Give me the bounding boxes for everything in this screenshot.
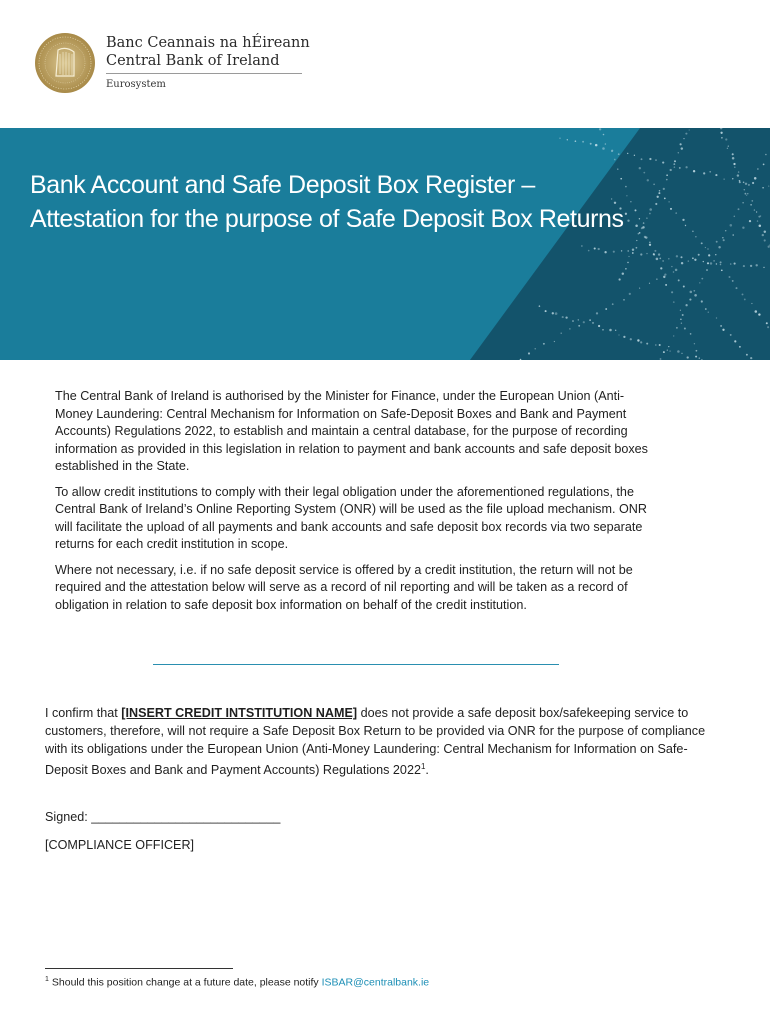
banner-dot	[745, 193, 747, 195]
banner-dot	[618, 153, 620, 155]
banner-dot	[567, 139, 568, 140]
banner-dot	[646, 343, 648, 345]
banner-dot	[756, 264, 758, 266]
banner-dot	[675, 212, 677, 214]
banner-dot	[630, 201, 631, 202]
banner-dot	[766, 322, 768, 324]
banner-dot	[659, 258, 661, 260]
banner-dot	[595, 144, 598, 147]
banner-dot	[723, 239, 725, 241]
banner-dot	[673, 163, 675, 165]
logo-irish-name: Banc Ceannais na hÉireann	[106, 35, 310, 51]
banner-dot	[725, 230, 726, 231]
banner-dot	[699, 282, 700, 283]
banner-dot	[674, 160, 676, 162]
banner-dot	[589, 319, 591, 321]
banner-dot	[720, 132, 722, 134]
banner-dot	[682, 219, 684, 221]
banner-dot	[732, 178, 733, 179]
banner-dot	[722, 237, 723, 238]
banner-dot	[685, 304, 687, 306]
banner-dot	[675, 269, 678, 272]
intro-paragraph-1: The Central Bank of Ireland is authorised by the Minister for Finance, under the European Union (Anti-Money Laundering: Central Mechanism for Information on Safe-Deposit Boxes and Bank and Payment Accounts) Regulations 2022, to establish and maintain a central database, for the purpose of recording information as provided in this legislation in relation to payment and bank accounts and safe deposit boxes established in the State.	[55, 389, 648, 473]
banner-dot	[701, 278, 703, 280]
banner-dot	[681, 323, 682, 324]
banner-dot	[678, 279, 680, 281]
banner-dot	[603, 134, 605, 136]
banner-dot	[680, 318, 682, 320]
banner-dot	[720, 261, 722, 263]
banner-dot	[543, 343, 545, 345]
banner-dot	[768, 185, 769, 186]
banner-dot	[725, 138, 727, 140]
banner-dot	[613, 251, 615, 253]
banner-dot	[747, 193, 748, 194]
footnote-divider	[45, 968, 233, 969]
banner-dot	[739, 346, 741, 348]
banner-dot	[720, 264, 722, 266]
banner-dot	[629, 293, 631, 295]
banner-dot	[552, 312, 554, 314]
banner-dot	[655, 344, 657, 346]
banner-dot	[742, 293, 744, 295]
banner-dot	[708, 311, 709, 312]
banner-dot	[659, 344, 661, 346]
banner-dot	[614, 159, 616, 161]
banner-dot	[643, 222, 645, 224]
banner-dot	[680, 143, 682, 145]
banner-dot	[764, 231, 766, 233]
banner-dot	[730, 263, 732, 265]
footnote-text: Should this position change at a future date, please notify	[51, 976, 322, 989]
banner-dot	[592, 322, 594, 324]
banner-dot	[599, 128, 601, 130]
banner-dot	[627, 250, 628, 251]
banner-dot	[715, 254, 716, 255]
banner-dot	[656, 278, 657, 279]
banner-dot	[673, 301, 675, 303]
banner-dot	[750, 265, 752, 267]
banner-dot	[694, 294, 697, 297]
banner-dot	[640, 341, 642, 343]
banner-dot	[598, 248, 600, 250]
logo-divider	[106, 73, 302, 74]
banner-dot	[685, 133, 687, 135]
banner-dot	[598, 325, 600, 327]
banner-dot	[649, 158, 651, 160]
banner-dot	[683, 285, 685, 287]
banner-dot	[641, 227, 643, 229]
banner-dot	[715, 174, 717, 176]
banner-dot	[744, 298, 746, 300]
attestation-body: does not provide a safe deposit box/safekeeping service to customers, therefore, will not require a Safe Deposit Box Return to be provided via ONR for the purpose of compliance with its obligations under the European Union (Anti-Money Laundering: Central Mechanism for Information on Safe-Deposit Boxes and Bank and Payment Accounts) Regulations 2022	[45, 706, 706, 778]
banner-dot	[727, 148, 728, 149]
banner-dot	[660, 267, 662, 269]
banner-dot	[609, 329, 612, 332]
banner-dot	[757, 168, 758, 169]
banner-dot	[668, 201, 669, 202]
central-bank-logo	[34, 32, 310, 102]
banner-dot	[734, 216, 736, 218]
banner-dot	[742, 202, 743, 203]
banner-dot	[663, 276, 665, 278]
banner-dot	[594, 247, 596, 249]
footnote	[45, 976, 429, 989]
banner-dot	[703, 172, 705, 174]
banner-dot	[746, 354, 748, 356]
banner-dot	[732, 280, 734, 282]
banner-dot	[742, 227, 744, 229]
banner-dot	[676, 255, 678, 257]
banner-dot	[743, 265, 745, 267]
banner-dot	[666, 179, 668, 181]
intro-paragraph-3: Where not necessary, i.e. if no safe deposit service is offered by a credit institution, the return will not be required and the attestation below will serve as a record of nil reporting and will be taken as a record of obligation in relation to safe deposit box information on behalf of the credit institution.	[55, 562, 633, 612]
banner-dot	[671, 266, 672, 267]
banner-dot	[657, 196, 659, 198]
banner-dot	[758, 216, 760, 218]
banner-dot	[751, 303, 752, 304]
banner-dot	[738, 171, 739, 172]
banner-dot	[623, 299, 624, 300]
banner-dot	[707, 248, 708, 249]
compliance-officer-label: [COMPLIANCE OFFICER]	[45, 838, 195, 852]
banner-dot	[668, 258, 670, 260]
banner-dot	[628, 256, 629, 257]
banner-dot	[690, 291, 693, 294]
email-link[interactable]: ISBAR@centralbank.ie	[321, 976, 430, 989]
banner-dot	[639, 167, 641, 169]
banner-dot	[722, 329, 724, 331]
banner-dot	[745, 183, 747, 185]
banner-dot	[646, 217, 648, 219]
banner-dot	[733, 163, 735, 165]
banner-dot	[713, 260, 715, 262]
banner-dot	[750, 204, 752, 206]
banner-dot	[694, 343, 695, 344]
banner-dot	[730, 224, 733, 227]
banner-dot	[663, 351, 665, 353]
banner-dot	[706, 269, 708, 271]
banner-dot	[565, 316, 567, 318]
logo-eurosystem: Eurosystem	[106, 79, 166, 90]
banner-dot	[569, 328, 570, 329]
banner-dot	[641, 158, 643, 160]
banner-dot	[752, 182, 754, 184]
banner-dot	[716, 263, 717, 264]
banner-dot	[539, 305, 541, 307]
attestation-end: .	[425, 763, 429, 778]
banner-dot	[605, 308, 607, 310]
banner-dot	[762, 187, 764, 189]
banner-dot	[764, 239, 766, 241]
banner-dot	[732, 234, 734, 236]
banner-dot	[679, 167, 681, 169]
banner-dot	[689, 129, 690, 130]
banner-dot	[590, 143, 592, 145]
banner-dot	[627, 262, 628, 263]
banner-dot	[669, 350, 670, 351]
banner-dot	[754, 177, 757, 180]
banner-dot	[559, 138, 560, 139]
banner-dot	[728, 145, 729, 146]
banner-dot	[754, 209, 755, 210]
banner-dot	[705, 247, 706, 248]
banner-dot	[638, 233, 639, 234]
banner-dot	[670, 169, 672, 171]
intro-paragraph-2: To allow credit institutions to comply with their legal obligation under the aforementioned regulations, the Central Bank of Ireland’s Online Reporting System (ONR) will be used as the file upload mechanism. ONR will facilitate the upload of all payments and bank accounts and safe deposit box records via two separate returns for each credit institution in scope.	[55, 484, 647, 551]
banner-dot	[656, 258, 659, 261]
banner-dot	[671, 291, 673, 293]
banner-dot	[734, 340, 736, 342]
banner-dot	[643, 172, 645, 174]
banner-dot	[635, 209, 637, 211]
institution-name-placeholder[interactable]: [INSERT CREDIT INTSTITUTION NAME]	[121, 706, 358, 720]
banner-dot	[699, 357, 700, 358]
banner-dot	[692, 257, 694, 259]
banner-dot	[561, 333, 562, 334]
banner-dot	[562, 316, 564, 318]
banner-dot	[680, 256, 682, 258]
banner-dot	[623, 336, 625, 338]
banner-dot	[528, 352, 530, 354]
banner-dot	[767, 326, 769, 328]
banner-dot	[680, 310, 681, 311]
banner-dot	[693, 290, 695, 292]
banner-dot	[632, 249, 634, 251]
banner-dot	[662, 162, 664, 164]
attestation-prefix: I confirm that	[45, 706, 122, 720]
banner-dot	[581, 245, 582, 246]
banner-dot	[545, 310, 547, 312]
banner-dot	[578, 325, 580, 327]
banner-dot	[692, 230, 694, 232]
banner-dot	[596, 312, 598, 314]
banner-dot	[660, 358, 662, 360]
banner-dot	[635, 224, 638, 227]
banner-dot	[605, 143, 607, 145]
banner-dot	[678, 152, 679, 153]
banner-dot	[588, 250, 590, 252]
banner-dot	[618, 334, 619, 335]
banner-dot	[630, 338, 632, 340]
banner-dot	[636, 240, 637, 241]
banner-dot	[701, 242, 703, 244]
banner-dot	[639, 288, 640, 289]
banner-dot	[683, 138, 684, 139]
banner-dot	[681, 353, 682, 354]
banner-dot	[646, 253, 647, 254]
banner-dot	[721, 269, 723, 271]
banner-dot	[668, 346, 669, 347]
banner-dot	[758, 313, 760, 315]
banner-dot	[759, 224, 762, 227]
banner-dot	[693, 170, 695, 172]
banner-dot	[688, 260, 689, 261]
banner-dot	[687, 356, 689, 358]
banner-dot	[666, 174, 668, 176]
banner-dot	[709, 171, 711, 173]
banner-dot	[718, 246, 720, 248]
banner-dot	[639, 232, 641, 234]
banner-dot	[716, 317, 717, 318]
banner-dot	[622, 272, 624, 274]
banner-dot	[734, 166, 736, 168]
banner-dot	[685, 166, 687, 168]
banner-dot	[655, 159, 657, 161]
banner-dot	[649, 244, 651, 246]
banner-dot	[578, 319, 579, 320]
banner-dot	[756, 211, 757, 212]
banner-dot	[676, 327, 678, 329]
banner-dot	[555, 312, 558, 315]
banner-dot	[673, 335, 674, 336]
banner-dot	[748, 184, 750, 186]
banner-dot	[653, 254, 655, 256]
banner-dot	[716, 241, 718, 243]
banner-dot	[703, 261, 704, 262]
banner-dot	[664, 198, 666, 200]
banner-dot	[662, 260, 663, 261]
title-banner	[0, 128, 770, 360]
banner-dot	[763, 164, 765, 166]
banner-dot	[746, 195, 747, 196]
banner-dot	[695, 356, 697, 358]
banner-dot	[602, 329, 604, 331]
banner-dot	[705, 308, 707, 310]
banner-dot	[649, 242, 650, 243]
banner-dot	[639, 218, 640, 219]
banner-dot	[632, 252, 634, 254]
banner-dot	[634, 155, 635, 156]
banner-dot	[602, 147, 605, 150]
banner-dot	[637, 339, 639, 341]
intro-section	[55, 388, 655, 622]
banner-dot	[677, 350, 680, 353]
harp-seal-icon	[34, 32, 96, 94]
banner-dot	[732, 153, 734, 155]
banner-dot	[582, 141, 584, 143]
banner-dot	[640, 253, 642, 255]
banner-dot	[685, 225, 686, 226]
banner-dot	[696, 350, 698, 352]
banner-dot	[649, 283, 650, 284]
banner-dot	[575, 140, 577, 142]
banner-dot	[732, 157, 735, 160]
banner-dot	[647, 179, 649, 181]
banner-dot	[673, 271, 675, 273]
banner-dot	[644, 236, 646, 238]
banner-dot	[720, 325, 722, 327]
banner-dot	[730, 334, 732, 336]
banner-dot	[751, 200, 753, 202]
banner-dot	[690, 333, 692, 335]
banner-dot	[535, 348, 536, 349]
logo-english-name: Central Bank of Ireland	[106, 53, 280, 69]
footnote-mark: 1	[45, 976, 49, 983]
banner-dot	[698, 254, 700, 256]
banner-dot	[739, 181, 741, 183]
section-divider	[153, 664, 559, 665]
banner-dot	[674, 166, 676, 168]
banner-dot	[708, 254, 710, 256]
banner-dot	[724, 179, 725, 180]
banner-dot	[636, 247, 638, 249]
banner-dot	[611, 151, 612, 152]
banner-dot	[757, 220, 758, 221]
banner-dot	[750, 357, 752, 359]
banner-dot	[684, 327, 686, 329]
banner-dot	[707, 262, 709, 264]
banner-dot	[681, 262, 683, 264]
banner-dot	[658, 192, 660, 194]
banner-dot	[670, 208, 672, 210]
banner-dot	[694, 259, 696, 261]
attestation-statement	[45, 704, 715, 779]
banner-dot	[765, 154, 767, 156]
banner-dot	[659, 190, 661, 192]
banner-dot	[658, 253, 660, 255]
banner-dot	[721, 137, 723, 139]
banner-dot	[655, 203, 657, 205]
banner-dot	[625, 268, 627, 270]
footnote-reference: 1	[420, 762, 426, 771]
banner-dot	[749, 220, 751, 222]
banner-dot	[738, 208, 740, 210]
banner-dot	[739, 180, 741, 182]
banner-dot	[695, 236, 696, 237]
banner-dot	[762, 234, 764, 236]
banner-pattern	[0, 128, 770, 360]
banner-dot	[736, 287, 738, 289]
banner-dot	[737, 174, 739, 176]
banner-dot	[618, 278, 620, 280]
banner-dot	[627, 153, 628, 154]
banner-dot	[665, 284, 667, 286]
banner-dot	[663, 188, 665, 190]
banner-dot	[649, 208, 652, 211]
banner-dot	[621, 250, 622, 251]
banner-dot	[689, 299, 691, 301]
banner-dot	[649, 213, 651, 215]
banner-dot	[664, 273, 666, 275]
banner-dot	[612, 303, 614, 305]
banner-dot	[667, 349, 668, 350]
banner-dot	[554, 341, 555, 342]
document-title: Bank Account and Safe Deposit Box Register – Attestation for the purpose of Safe Deposit Box Returns	[30, 171, 624, 233]
banner-dot	[604, 251, 606, 253]
banner-dot	[763, 267, 764, 268]
banner-dot	[734, 263, 736, 265]
banner-dot	[710, 262, 712, 264]
banner-dot	[755, 310, 758, 313]
banner-dot	[729, 276, 731, 278]
banner-dot	[653, 183, 655, 185]
banner-dot	[572, 320, 574, 322]
banner-dot	[701, 300, 703, 302]
banner-dot	[681, 147, 683, 149]
banner-dot	[743, 182, 745, 184]
signature-line[interactable]: Signed: ___________________________	[45, 810, 281, 824]
banner-dot	[744, 189, 745, 190]
banner-dot	[654, 250, 656, 252]
banner-dot	[615, 330, 616, 331]
banner-dot	[682, 314, 684, 316]
banner-dot	[583, 321, 585, 323]
